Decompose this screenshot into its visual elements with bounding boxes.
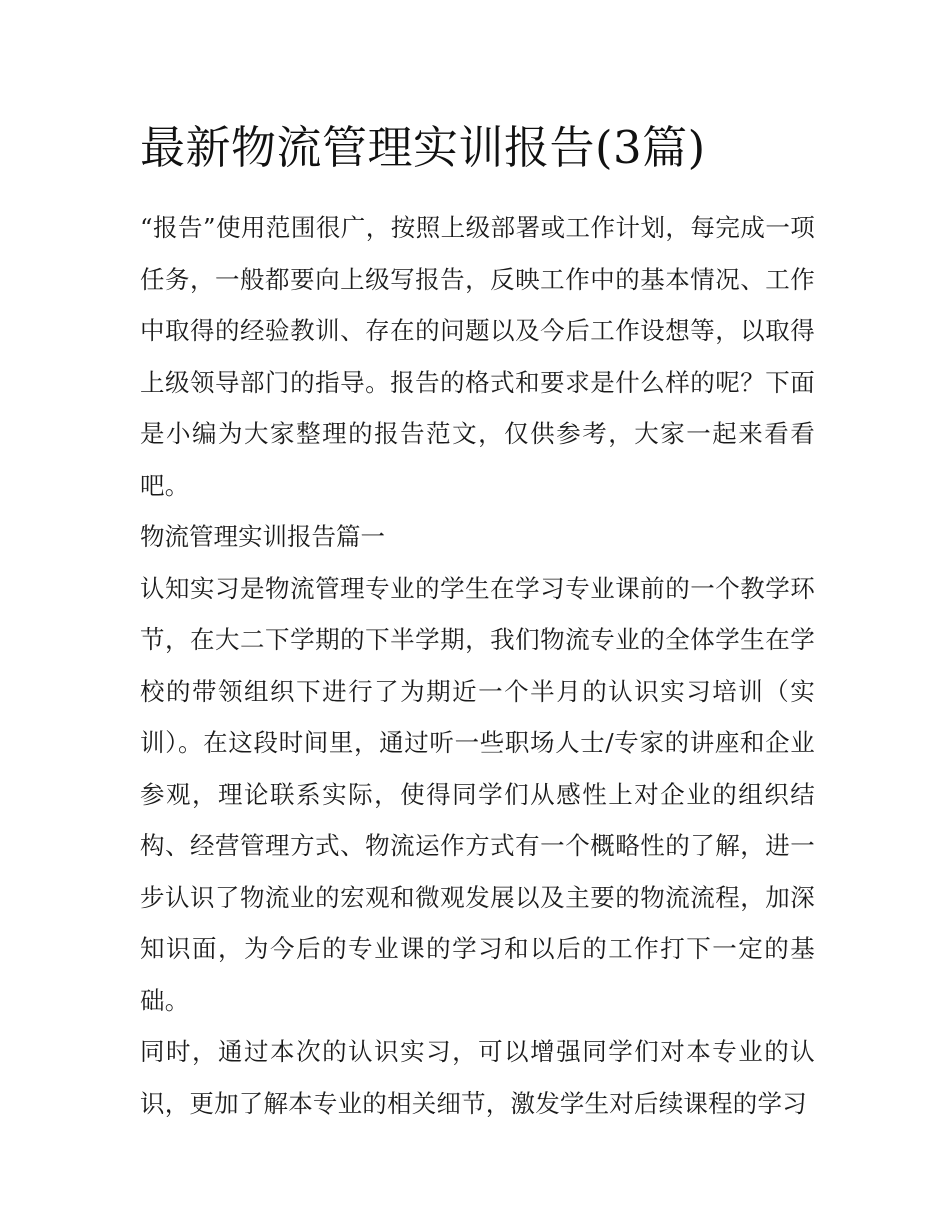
- body-paragraph-1: 认知实习是物流管理专业的学生在学习专业课前的一个教学环节，在大二下学期的下半学期，我们物流专业的全体学生在学校的带领组织下进行了为期近一个半月的认识实习培训（实训）。在这段时间里，通过听一些职场人士/专家的讲座和企业参观，理论联系实际，使得同学们从感性上对企业的组织结构、经营管理方式、物流运作方式有一个概略性的了解，进一步认识了物流业的宏观和微观发展以及主要的物流流程，加深知识面，为今后的专业课的学习和以后的工作打下一定的基础。: [140, 573, 815, 1015]
- page-title: 最新物流管理实训报告(3篇): [140, 121, 706, 174]
- intro-paragraph: “报告”使用范围很广，按照上级部署或工作计划，每完成一项任务，一般都要向上级写报告，反映工作中的基本情况、工作中取得的经验教训、存在的问题以及今后工作设想等，以取得上级领导部门的指导。报告的格式和要求是什么样的呢？下面是小编为大家整理的报告范文，仅供参考，大家一起来看看吧。: [140, 213, 815, 500]
- body-paragraph-2: 同时，通过本次的认识实习，可以增强同学们对本专业的认识，更加了解本专业的相关细节，激发学生对后续课程的学习: [140, 1037, 815, 1118]
- section-heading: 物流管理实训报告篇一: [140, 522, 385, 551]
- document-body: [140, 112, 815, 1129]
